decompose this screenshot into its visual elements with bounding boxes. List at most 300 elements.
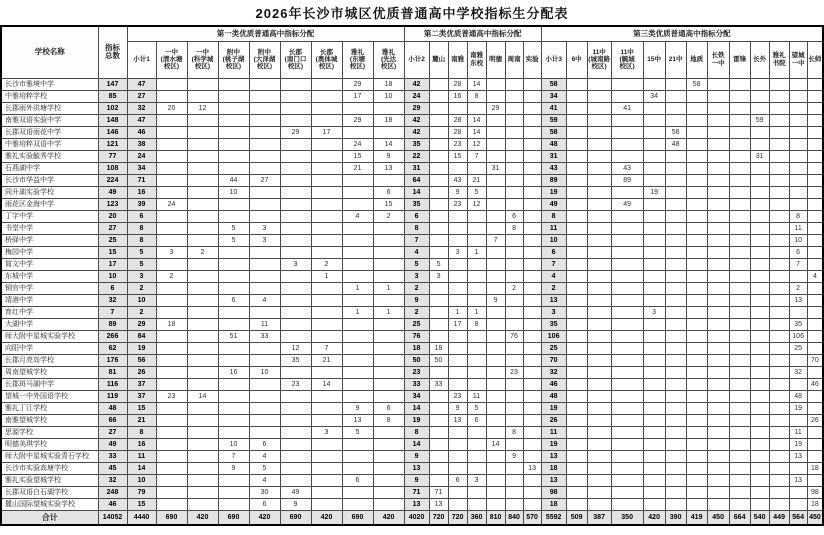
value-cell: 14 [187, 390, 218, 402]
value-cell [311, 186, 342, 198]
value-cell [342, 450, 373, 462]
value-cell [429, 366, 448, 378]
value-cell: 148 [98, 114, 127, 126]
value-cell [218, 318, 249, 330]
value-cell [523, 294, 541, 306]
value-cell: 1 [448, 306, 467, 318]
table-row [1, 282, 823, 294]
value-cell [587, 198, 611, 210]
value-cell [467, 354, 486, 366]
value-cell: 84 [127, 330, 156, 342]
school-name-cell: 丁字中学 [1, 210, 98, 222]
value-cell [769, 486, 789, 498]
value-cell: 5 [218, 222, 249, 234]
value-cell: 33 [249, 330, 280, 342]
value-cell: 66 [98, 414, 127, 426]
value-cell [249, 378, 280, 390]
value-cell [448, 462, 467, 474]
value-cell [789, 186, 807, 198]
value-cell [505, 378, 523, 390]
table-row [1, 174, 823, 186]
value-cell [187, 402, 218, 414]
value-cell: 8 [127, 234, 156, 246]
table-row [1, 426, 823, 438]
value-cell [611, 438, 643, 450]
value-cell [429, 186, 448, 198]
value-cell [643, 210, 665, 222]
value-cell [429, 462, 448, 474]
value-cell [807, 186, 823, 198]
value-cell [249, 402, 280, 414]
header-col: 附中 (大泽湖 校区) [249, 41, 280, 78]
value-cell [750, 126, 769, 138]
value-cell [750, 258, 769, 270]
value-cell [611, 450, 643, 462]
value-cell [156, 78, 187, 90]
value-cell [729, 126, 750, 138]
table-body [1, 78, 823, 510]
value-cell [218, 198, 249, 210]
value-cell [643, 270, 665, 282]
value-cell [429, 402, 448, 414]
value-cell [750, 234, 769, 246]
value-cell [467, 378, 486, 390]
value-cell: 32 [127, 102, 156, 114]
value-cell [373, 366, 404, 378]
value-cell [807, 282, 823, 294]
value-cell [280, 222, 311, 234]
value-cell [643, 450, 665, 462]
value-cell [729, 474, 750, 486]
value-cell [807, 426, 823, 438]
value-cell: 9 [505, 450, 523, 462]
value-cell [686, 294, 707, 306]
value-cell [156, 342, 187, 354]
school-name-cell: 南雅双语实验中学 [1, 114, 98, 126]
value-cell: 3 [467, 474, 486, 486]
value-cell [665, 366, 686, 378]
value-cell [429, 414, 448, 426]
value-cell [311, 114, 342, 126]
value-cell [187, 138, 218, 150]
value-cell: 13 [789, 294, 807, 306]
value-cell [187, 306, 218, 318]
value-cell: 2 [156, 270, 187, 282]
value-cell [665, 450, 686, 462]
table-row [1, 366, 823, 378]
value-cell [249, 90, 280, 102]
value-cell [187, 474, 218, 486]
value-cell [523, 318, 541, 330]
value-cell [665, 474, 686, 486]
value-cell [156, 378, 187, 390]
value-cell [373, 330, 404, 342]
value-cell [429, 234, 448, 246]
value-cell [769, 330, 789, 342]
value-cell: 34 [541, 90, 566, 102]
value-cell [729, 150, 750, 162]
value-cell [249, 246, 280, 258]
value-cell [373, 390, 404, 402]
value-cell [686, 198, 707, 210]
value-cell [218, 282, 249, 294]
value-cell [187, 222, 218, 234]
value-cell [523, 426, 541, 438]
value-cell [807, 366, 823, 378]
value-cell: 15 [373, 198, 404, 210]
value-cell [486, 78, 505, 90]
value-cell: 30 [249, 486, 280, 498]
value-cell [665, 390, 686, 402]
value-cell [729, 318, 750, 330]
value-cell: 85 [98, 90, 127, 102]
value-cell [156, 222, 187, 234]
value-cell: 18 [373, 114, 404, 126]
value-cell [280, 162, 311, 174]
value-cell: 16 [127, 186, 156, 198]
value-cell [643, 258, 665, 270]
value-cell: 7 [789, 258, 807, 270]
value-cell: 9 [280, 498, 311, 510]
value-cell [729, 486, 750, 498]
value-cell [587, 186, 611, 198]
value-cell: 8 [404, 222, 429, 234]
value-cell [686, 234, 707, 246]
value-cell [218, 246, 249, 258]
header-col: 一中 (清水塘 校区) [156, 41, 187, 78]
value-cell [750, 246, 769, 258]
value-cell [686, 138, 707, 150]
value-cell [750, 90, 769, 102]
table-row [1, 186, 823, 198]
value-cell [486, 258, 505, 270]
allocation-table [0, 25, 824, 526]
value-cell [707, 222, 729, 234]
value-cell [686, 474, 707, 486]
value-cell: 43 [541, 162, 566, 174]
value-cell: 11 [789, 222, 807, 234]
value-cell [448, 498, 467, 510]
value-cell [249, 258, 280, 270]
value-cell [750, 210, 769, 222]
value-cell: 18 [807, 462, 823, 474]
value-cell [505, 102, 523, 114]
value-cell [587, 354, 611, 366]
value-cell: 42 [404, 126, 429, 138]
value-cell [486, 126, 505, 138]
value-cell: 12 [467, 138, 486, 150]
value-cell [769, 210, 789, 222]
value-cell: 19 [541, 402, 566, 414]
value-cell [156, 258, 187, 270]
value-cell [643, 354, 665, 366]
value-cell [187, 282, 218, 294]
value-cell [342, 270, 373, 282]
value-cell: 29 [404, 102, 429, 114]
value-cell: 8 [373, 414, 404, 426]
value-cell [311, 366, 342, 378]
value-cell: 19 [789, 438, 807, 450]
value-cell [280, 102, 311, 114]
value-cell: 21 [467, 174, 486, 186]
value-cell [566, 198, 587, 210]
value-cell: 119 [98, 390, 127, 402]
value-cell: 41 [611, 102, 643, 114]
value-cell [486, 462, 505, 474]
value-cell [807, 258, 823, 270]
value-cell [505, 462, 523, 474]
value-cell: 11 [467, 390, 486, 402]
total-value-cell: 350 [611, 510, 643, 525]
value-cell [342, 354, 373, 366]
value-cell [156, 210, 187, 222]
value-cell [807, 390, 823, 402]
value-cell: 4 [541, 270, 566, 282]
value-cell [769, 246, 789, 258]
value-cell [789, 150, 807, 162]
value-cell [156, 474, 187, 486]
value-cell [769, 270, 789, 282]
value-cell [686, 90, 707, 102]
value-cell [486, 414, 505, 426]
value-cell [686, 210, 707, 222]
value-cell [505, 486, 523, 498]
school-name-cell: 靖港中学 [1, 294, 98, 306]
value-cell [249, 150, 280, 162]
value-cell [707, 102, 729, 114]
table-row [1, 306, 823, 318]
table-row [1, 462, 823, 474]
value-cell [523, 306, 541, 318]
value-cell [729, 462, 750, 474]
value-cell [156, 282, 187, 294]
value-cell [707, 426, 729, 438]
total-value-cell: 390 [665, 510, 686, 525]
value-cell [523, 78, 541, 90]
value-cell [311, 474, 342, 486]
value-cell: 121 [98, 138, 127, 150]
value-cell: 32 [541, 366, 566, 378]
value-cell [643, 342, 665, 354]
value-cell: 3 [280, 258, 311, 270]
value-cell [769, 378, 789, 390]
value-cell [707, 198, 729, 210]
value-cell [750, 78, 769, 90]
value-cell: 20 [98, 210, 127, 222]
value-cell [505, 234, 523, 246]
value-cell [587, 162, 611, 174]
value-cell [523, 450, 541, 462]
value-cell [486, 426, 505, 438]
value-cell [523, 222, 541, 234]
value-cell: 89 [611, 174, 643, 186]
school-name-cell: 雅礼实验望城学校 [1, 474, 98, 486]
value-cell [342, 186, 373, 198]
value-cell [486, 282, 505, 294]
value-cell [643, 378, 665, 390]
value-cell: 10 [218, 186, 249, 198]
value-cell [665, 498, 686, 510]
value-cell: 1 [342, 306, 373, 318]
value-cell [807, 102, 823, 114]
value-cell [187, 450, 218, 462]
value-cell [789, 138, 807, 150]
value-cell [750, 318, 769, 330]
table-row [1, 414, 823, 426]
value-cell [156, 294, 187, 306]
total-value-cell: 690 [218, 510, 249, 525]
value-cell [729, 102, 750, 114]
value-cell: 13 [373, 162, 404, 174]
value-cell [707, 474, 729, 486]
value-cell: 49 [541, 198, 566, 210]
value-cell [467, 450, 486, 462]
value-cell: 15 [98, 246, 127, 258]
value-cell [429, 174, 448, 186]
value-cell: 116 [98, 378, 127, 390]
value-cell [769, 474, 789, 486]
value-cell [587, 294, 611, 306]
value-cell: 106 [541, 330, 566, 342]
value-cell [505, 78, 523, 90]
value-cell [769, 126, 789, 138]
value-cell [750, 498, 769, 510]
header-col: 长铁 一中 [707, 41, 729, 78]
value-cell [750, 378, 769, 390]
value-cell: 7 [404, 234, 429, 246]
value-cell: 28 [448, 126, 467, 138]
value-cell [218, 474, 249, 486]
value-cell: 5 [467, 402, 486, 414]
school-name-cell: 雅礼实验毓秀学校 [1, 150, 98, 162]
value-cell [686, 486, 707, 498]
value-cell [448, 282, 467, 294]
total-value-cell: 690 [280, 510, 311, 525]
total-value-cell: 420 [187, 510, 218, 525]
value-cell: 3 [429, 270, 448, 282]
value-cell: 22 [404, 150, 429, 162]
table-row [1, 126, 823, 138]
value-cell: 18 [541, 462, 566, 474]
value-cell [373, 378, 404, 390]
value-cell [789, 90, 807, 102]
value-cell: 5 [404, 258, 429, 270]
value-cell [807, 210, 823, 222]
value-cell: 42 [404, 114, 429, 126]
value-cell [342, 330, 373, 342]
value-cell: 16 [448, 90, 467, 102]
value-cell [729, 366, 750, 378]
value-cell [280, 474, 311, 486]
value-cell [729, 258, 750, 270]
value-cell: 3 [311, 426, 342, 438]
value-cell [187, 270, 218, 282]
value-cell [750, 186, 769, 198]
value-cell [729, 426, 750, 438]
value-cell [249, 426, 280, 438]
value-cell [523, 282, 541, 294]
value-cell [218, 378, 249, 390]
value-cell [665, 318, 686, 330]
header-group-row [1, 26, 823, 41]
value-cell [486, 222, 505, 234]
value-cell: 43 [611, 162, 643, 174]
value-cell [523, 402, 541, 414]
value-cell [807, 246, 823, 258]
value-cell [249, 126, 280, 138]
value-cell [448, 270, 467, 282]
value-cell [505, 306, 523, 318]
value-cell [566, 126, 587, 138]
value-cell [218, 402, 249, 414]
school-name-cell: 中雅培粹学校 [1, 90, 98, 102]
value-cell [523, 234, 541, 246]
value-cell [729, 414, 750, 426]
value-cell: 5 [249, 462, 280, 474]
value-cell: 19 [541, 186, 566, 198]
value-cell [523, 174, 541, 186]
value-cell: 58 [665, 126, 686, 138]
value-cell [373, 222, 404, 234]
value-cell [707, 294, 729, 306]
value-cell [486, 150, 505, 162]
school-name-cell: 大湖中学 [1, 318, 98, 330]
value-cell: 13 [448, 414, 467, 426]
value-cell [523, 414, 541, 426]
school-name-cell: 育红中学 [1, 306, 98, 318]
value-cell [156, 450, 187, 462]
value-cell: 8 [467, 90, 486, 102]
value-cell: 4 [249, 294, 280, 306]
header-col: 麓山 [429, 41, 448, 78]
value-cell: 29 [342, 78, 373, 90]
value-cell [156, 486, 187, 498]
value-cell [187, 174, 218, 186]
value-cell [769, 102, 789, 114]
value-cell [187, 366, 218, 378]
value-cell: 2 [187, 246, 218, 258]
value-cell: 15 [342, 150, 373, 162]
value-cell [665, 102, 686, 114]
value-cell [467, 342, 486, 354]
value-cell: 89 [98, 318, 127, 330]
value-cell [486, 366, 505, 378]
value-cell [280, 366, 311, 378]
value-cell [467, 486, 486, 498]
value-cell: 4 [807, 270, 823, 282]
school-name-cell: 长沙市雅境中学 [1, 78, 98, 90]
value-cell [707, 354, 729, 366]
value-cell: 13 [789, 450, 807, 462]
value-cell [707, 462, 729, 474]
value-cell [729, 246, 750, 258]
value-cell [587, 174, 611, 186]
table-row [1, 270, 823, 282]
value-cell [467, 102, 486, 114]
value-cell: 38 [127, 138, 156, 150]
value-cell: 3 [448, 246, 467, 258]
table-row [1, 114, 823, 126]
value-cell: 7 [467, 150, 486, 162]
value-cell [789, 378, 807, 390]
value-cell [665, 354, 686, 366]
value-cell [707, 306, 729, 318]
value-cell: 9 [373, 150, 404, 162]
value-cell [587, 138, 611, 150]
value-cell [523, 354, 541, 366]
value-cell [665, 282, 686, 294]
value-cell [156, 186, 187, 198]
